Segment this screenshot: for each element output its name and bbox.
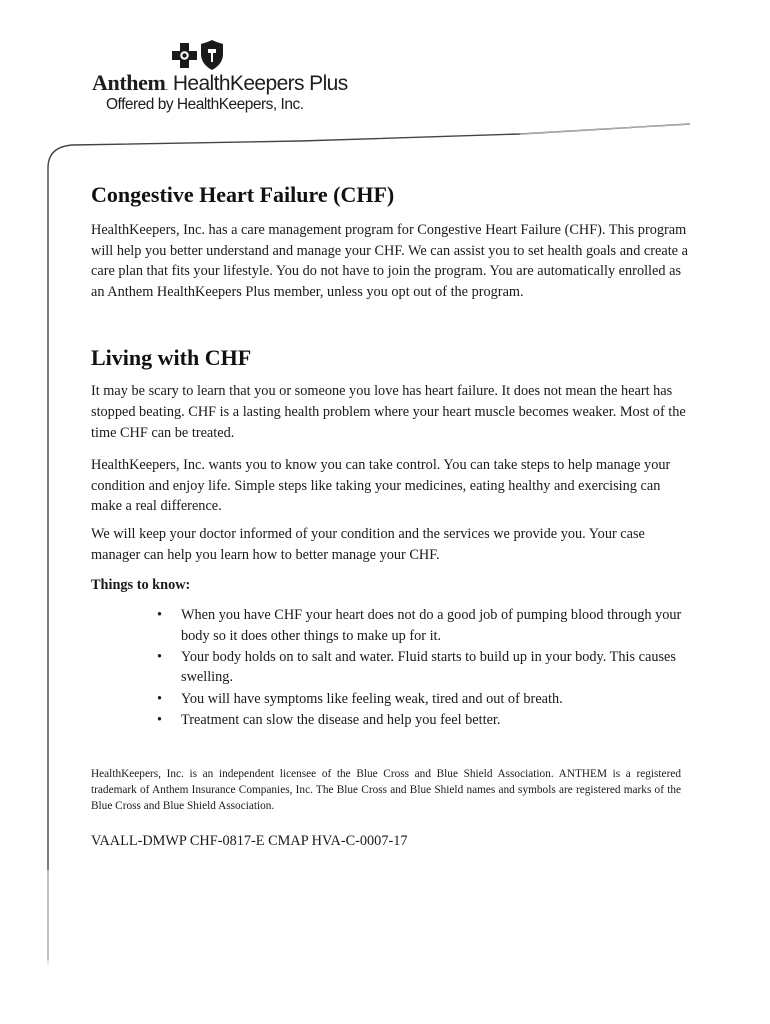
bullet-icon: • (157, 607, 163, 624)
things-to-know-list (91, 605, 691, 730)
brand-tagline: Offered by HealthKeepers, Inc. (106, 96, 304, 113)
document-body (91, 180, 691, 851)
bullet-icon: • (157, 711, 163, 728)
bullet-icon: • (157, 648, 163, 665)
brand-name: Anthem. HealthKeepers Plus (92, 70, 348, 95)
things-to-know-heading: Things to know: (91, 577, 191, 594)
intro-paragraph: HealthKeepers, Inc. has a care management program for Congestive Heart Failure (CHF). This program will help you better understand and manage your CHF. We can assist you to set health goals and create a care plan that fits your lifestyle. You do not have to join the program. You are automatically enrolled as an Anthem HealthKeepers Plus member, unless you opt out of the program. (91, 222, 688, 300)
logo-symbols (172, 40, 224, 70)
section-title-living: Living with CHF (91, 345, 252, 371)
brand-product: HealthKeepers Plus (172, 72, 348, 95)
bullet-icon: • (157, 690, 163, 707)
document-code: VAALL-DMWP CHF-0817-E CMAP HVA-C-0007-17 (91, 833, 408, 850)
living-paragraph-1: It may be scary to learn that you or someone you love has heart failure. It does not mean the heart has stopped beating. CHF is a lasting health problem where your heart muscle becomes weaker. Most of the time CHF can be treated. (91, 383, 686, 441)
brand-anthem: Anthem (92, 70, 166, 95)
list-item: • Your body holds on to salt and water. Fluid starts to build up in your body. This causes swelling. (157, 648, 676, 686)
living-paragraph-2: HealthKeepers, Inc. wants you to know you can take control. You can take steps to help manage your condition and enjoy life. Simple steps like taking your medicines, eating healthy and exercising can make a real difference. (91, 457, 671, 515)
section-title-chf: Congestive Heart Failure (CHF) (91, 182, 395, 207)
list-item: • Treatment can slow the disease and help you feel better. (181, 710, 691, 731)
list-item: • When you have CHF your heart does not do a good job of pumping blood through your body so it does other things to make up for it. (157, 607, 682, 644)
living-paragraph-3: We will keep your doctor informed of your condition and the services we provide you. Your case manager can help you learn how to better manage your CHF. (91, 525, 645, 563)
legal-disclaimer: HealthKeepers, Inc. is an independent licensee of the Blue Cross and Blue Shield Association. ANTHEM is a registered trademark of Anthem Insurance Companies, Inc. The Blue Cross and Blue Shield names and symbols are registered marks of the Blue Cross and Blue Shield Association. (91, 768, 681, 813)
list-item: • You will have symptoms like feeling weak, tired and out of breath. (181, 689, 691, 710)
blue-shield-icon (201, 40, 223, 70)
blue-cross-icon (172, 43, 197, 68)
